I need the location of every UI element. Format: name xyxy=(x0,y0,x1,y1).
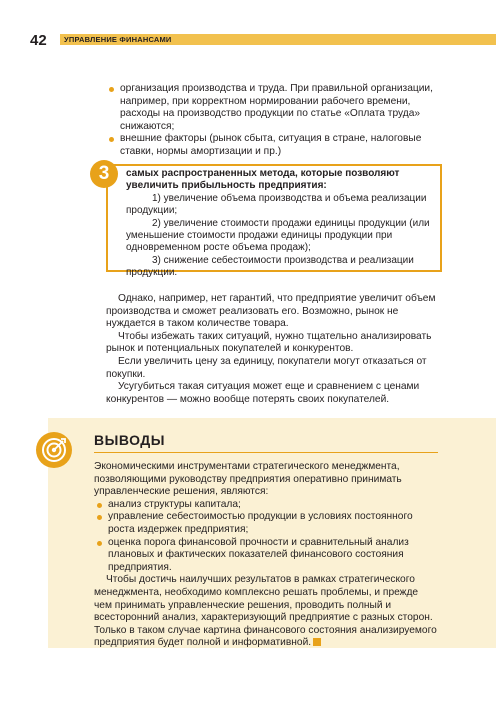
list-item xyxy=(94,499,438,512)
conclusions-body xyxy=(94,461,438,650)
paragraph: Если увеличить цену за единицу, покупатели могут отказаться от покупки. xyxy=(106,355,427,380)
list-item-text: анализ структуры капитала; xyxy=(108,498,241,510)
list-item-text: организация производства и труда. При правильной организации, например, при корректном нормировании рабочего времени, расходы на производство продукции по статье «Оплата труда» снижаются; xyxy=(120,83,433,132)
paragraph: Экономическими инструментами стратегического менеджмента, позволяющими руководству предприятия оперативно принимать управленческие решения, являются: xyxy=(94,461,402,498)
paragraph: Однако, например, нет гарантий, что предприятие увеличит объем производства и сможет реализовать его. Возможно, рынок не нуждается в таком количестве товара. xyxy=(106,293,436,330)
divider xyxy=(94,452,438,453)
callout-item: 2) увеличение стоимости продажи единицы продукции (или уменьшение стоимости продажи единицы продукции при одновременном росте объема продаж); xyxy=(126,217,430,254)
paragraph xyxy=(94,574,438,650)
bullet-icon xyxy=(97,503,102,508)
page-number: 42 xyxy=(30,32,47,49)
callout-content xyxy=(126,168,438,280)
list-item-text: управление себестоимостью продукции в условиях постоянного роста издержек предприятия; xyxy=(108,511,413,535)
paragraph: Усугубиться такая ситуация может еще и сравнением с ценами конкурентов — можно вообще потерять своих покупателей. xyxy=(106,381,420,405)
bullet-icon xyxy=(97,515,102,520)
callout-box xyxy=(106,164,442,279)
bullet-icon xyxy=(109,137,114,142)
list-item xyxy=(94,537,438,575)
paragraph: Чтобы избежать таких ситуаций, нужно тщательно анализировать рынок и потенциальных покупателей и конкурентов. xyxy=(106,330,432,355)
callout-item: 3) снижение себестоимости производства и реализации продукции. xyxy=(126,254,414,279)
list-item xyxy=(94,511,438,536)
intro-bullet-list xyxy=(106,83,448,159)
list-item xyxy=(106,133,448,158)
conclusions-title: ВЫВОДЫ xyxy=(94,432,165,448)
list-item-text: внешние факторы (рынок сбыта, ситуация в стране, налоговые ставки, нормы амортизации и пр.) xyxy=(120,133,422,157)
list-item xyxy=(106,83,448,133)
bullet-icon xyxy=(97,541,102,546)
end-mark-icon xyxy=(313,638,321,646)
bullet-icon xyxy=(109,87,114,92)
page-header xyxy=(0,30,496,50)
section-title: УПРАВЛЕНИЕ ФИНАНСАМИ xyxy=(64,35,172,44)
callout-title: самых распространенных метода, которые позволяют увеличить прибыльность предприятия: xyxy=(126,168,400,192)
closing-text: Чтобы достичь наилучших результатов в рамках стратегического менеджмента, необходимо комплексно решать проблемы, и прежде чем принимать управленческие решения, проводить полный и всесторонний анализ, характеризующий предприятие с разных сторон. Только в таком случае картина финансового состояния анализируемого предприятия будет полной и информативной. xyxy=(94,574,437,649)
callout-number-badge: 3 xyxy=(90,160,118,188)
target-icon xyxy=(36,432,72,468)
callout-item: 1) увеличение объема производства и объема реализации продукции; xyxy=(126,192,427,217)
body-text xyxy=(106,293,448,406)
list-item-text: оценка порога финансовой прочности и сравнительный анализ плановых и фактических показателей финансового состояния предприятия. xyxy=(108,536,409,573)
